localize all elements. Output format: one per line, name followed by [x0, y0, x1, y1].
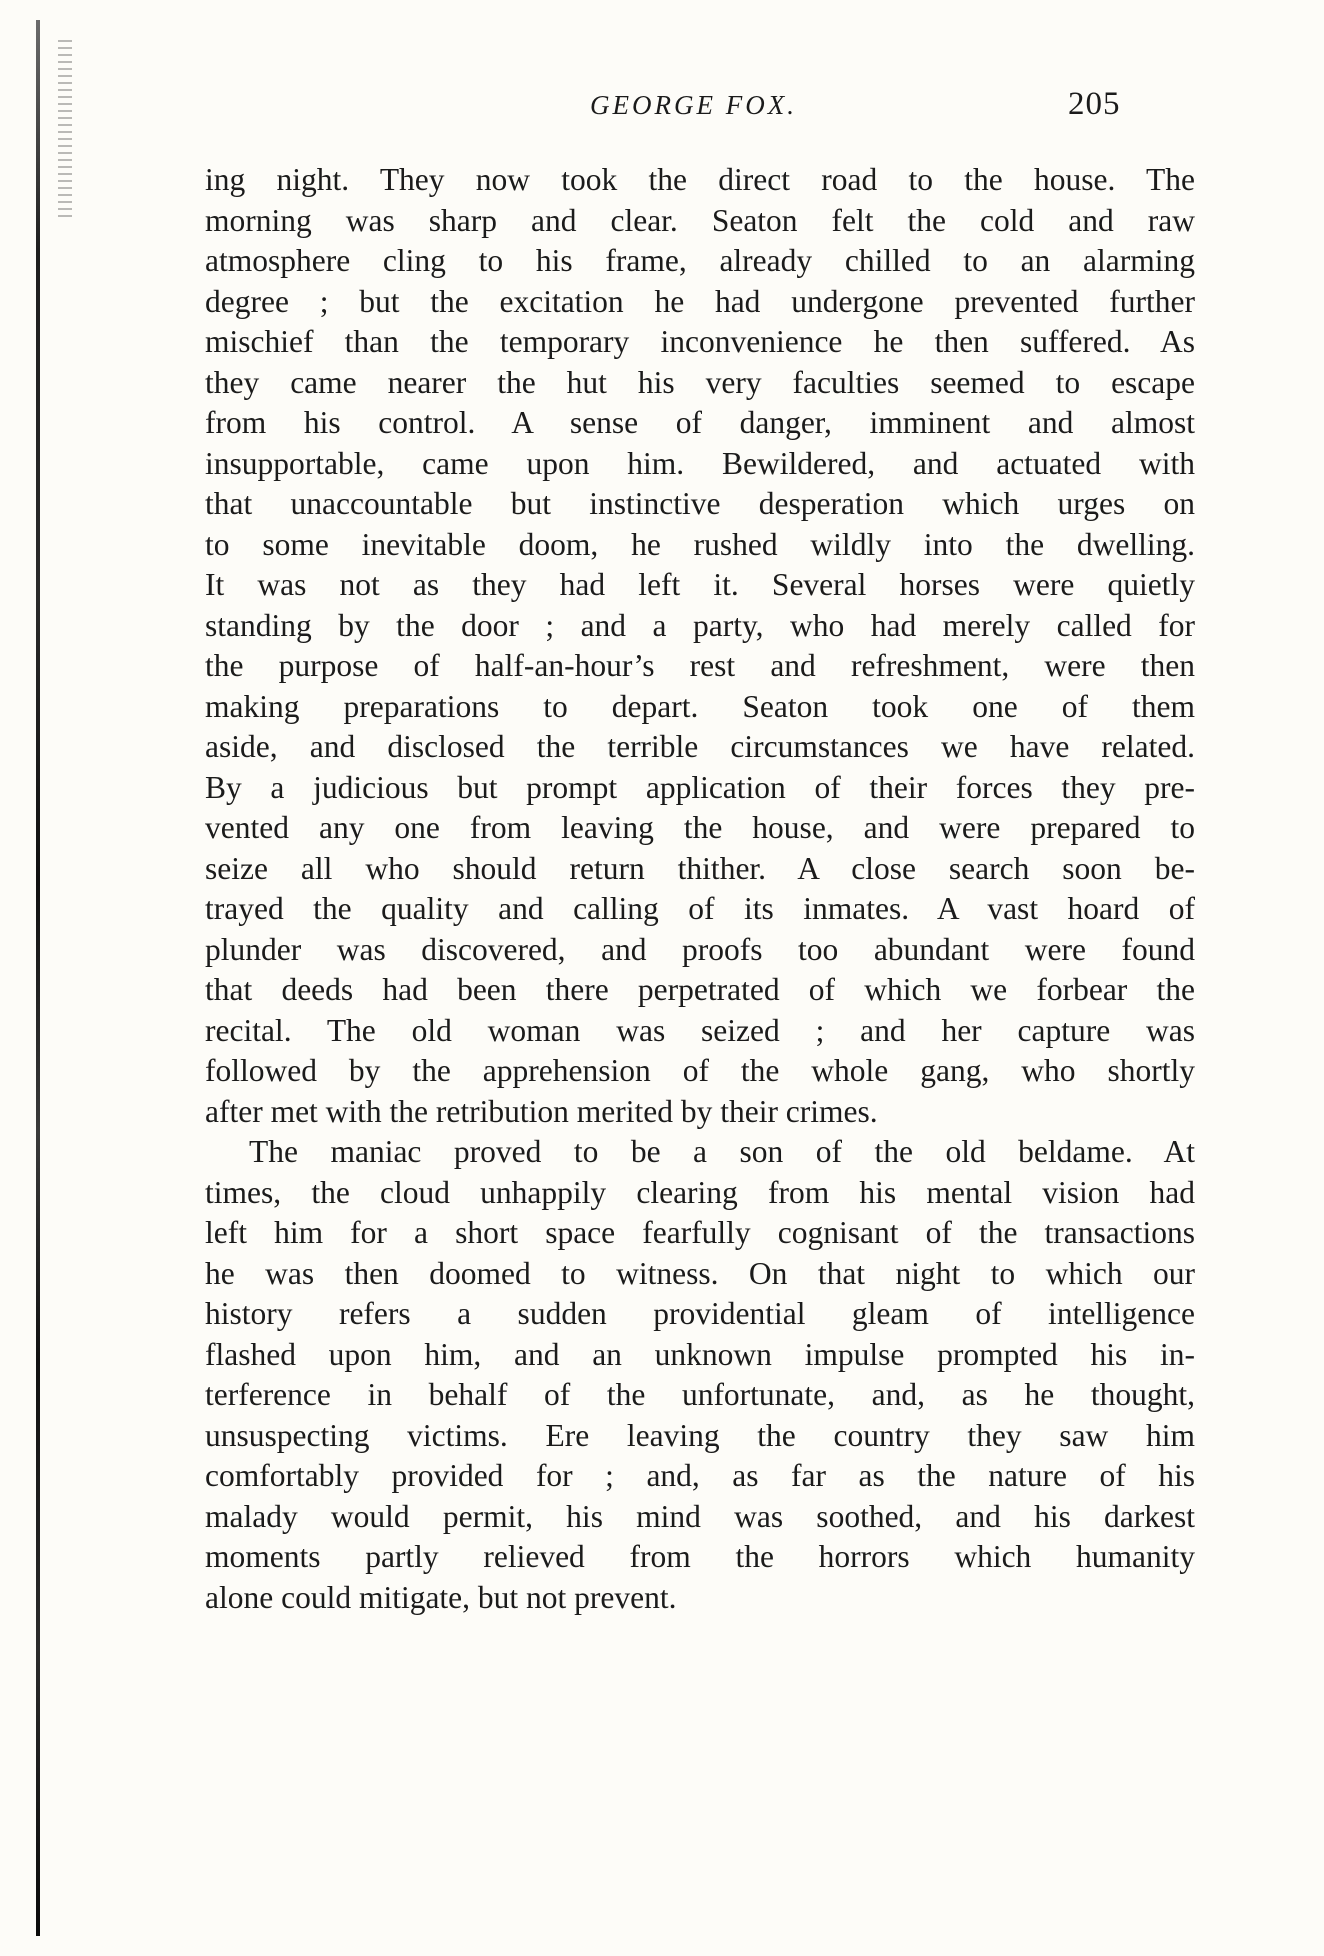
- text-line: recital. The old woman was seized ; and her capture was: [205, 1012, 1195, 1048]
- body-text: [205, 160, 1195, 1618]
- text-line: history refers a sudden providential gleam of intelligence: [205, 1296, 1195, 1331]
- text-line: from his control. A sense of danger, imminent and almost: [205, 405, 1195, 440]
- text-line: It was not as they had left it. Several horses were quietly: [205, 567, 1195, 602]
- text-line: morning was sharp and clear. Seaton felt the cold and raw: [205, 202, 1195, 238]
- text-line: standing by the door ; and a party, who had merely called for: [205, 607, 1195, 643]
- text-line: atmosphere cling to his frame, already chilled to an alarming: [205, 243, 1195, 278]
- text-line: plunder was discovered, and proofs too abundant were found: [205, 931, 1195, 967]
- text-line: trayed the quality and calling of its inmates. A vast hoard of: [205, 891, 1195, 926]
- running-head: [200, 78, 1200, 122]
- text-line: that unaccountable but instinctive desperation which urges on: [205, 486, 1195, 521]
- text-line: alone could mitigate, but not prevent.: [205, 1579, 677, 1615]
- paragraph-1: [205, 160, 1195, 1132]
- text-line: terference in behalf of the unfortunate, and, as he thought,: [205, 1377, 1195, 1412]
- text-line: they came nearer the hut his very faculties seemed to escape: [205, 364, 1195, 400]
- text-line: mischief than the temporary inconvenience he then suffered. As: [205, 324, 1195, 359]
- page-number: 205: [1068, 86, 1121, 122]
- text-line: insupportable, came upon him. Bewildered, and actuated with: [205, 445, 1195, 481]
- text-line: that deeds had been there perpetrated of which we forbear the: [205, 972, 1195, 1007]
- text-line: By a judicious but prompt application of their forces they pre-: [205, 769, 1195, 805]
- text-line: followed by the apprehension of the whole gang, who shortly: [205, 1053, 1195, 1088]
- text-line: left him for a short space fearfully cognisant of the transactions: [205, 1215, 1195, 1250]
- text-line: the purpose of half-an-hour’s rest and refreshment, were then: [205, 648, 1195, 683]
- text-line: unsuspecting victims. Ere leaving the country they saw him: [205, 1417, 1195, 1453]
- text-line: The maniac proved to be a son of the old beldame. At: [249, 1134, 1195, 1169]
- binding-speckle: [58, 40, 72, 220]
- text-line: making preparations to depart. Seaton took one of them: [205, 688, 1195, 724]
- text-line: moments partly relieved from the horrors which humanity: [205, 1539, 1195, 1574]
- text-line: aside, and disclosed the terrible circumstances we have related.: [205, 729, 1195, 764]
- text-line: he was then doomed to witness. On that night to which our: [205, 1255, 1195, 1291]
- text-line: comfortably provided for ; and, as far as the nature of his: [205, 1458, 1195, 1493]
- text-line: after met with the retribution merited by their crimes.: [205, 1093, 878, 1129]
- text-line: degree ; but the excitation he had undergone prevented further: [205, 283, 1195, 319]
- text-line: ing night. They now took the direct road to the house. The: [205, 162, 1195, 197]
- text-line: flashed upon him, and an unknown impulse prompted his in-: [205, 1336, 1195, 1372]
- text-line: times, the cloud unhappily clearing from his mental vision had: [205, 1174, 1195, 1210]
- text-line: malady would permit, his mind was soothed, and his darkest: [205, 1498, 1195, 1534]
- text-line: vented any one from leaving the house, and were prepared to: [205, 810, 1195, 845]
- running-head-title: GEORGE FOX.: [590, 90, 797, 120]
- text-line: to some inevitable doom, he rushed wildly into the dwelling.: [205, 526, 1195, 562]
- text-line: seize all who should return thither. A close search soon be-: [205, 850, 1195, 886]
- paragraph-2: [205, 1132, 1195, 1618]
- binding-shadow-line: [36, 20, 40, 1936]
